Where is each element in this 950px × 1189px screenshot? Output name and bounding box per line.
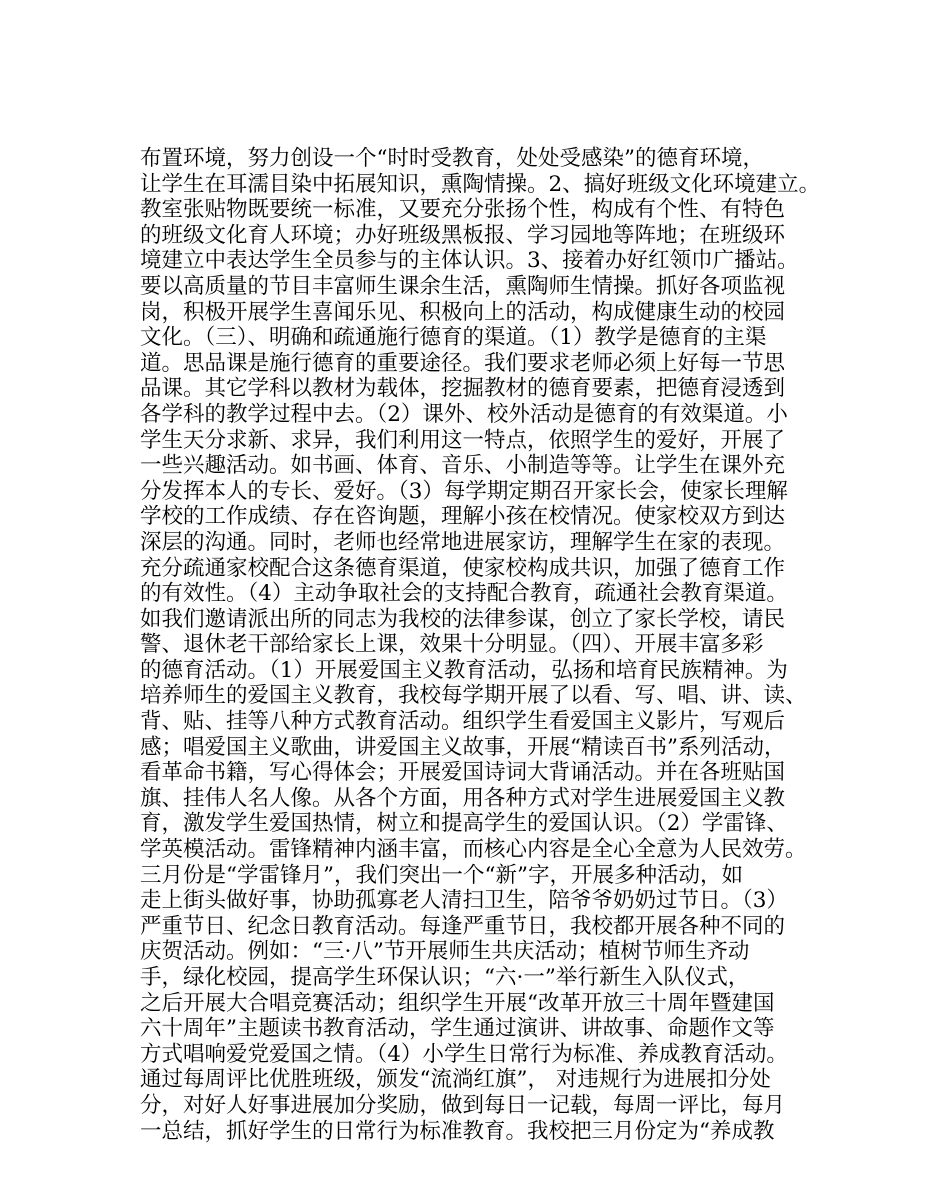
text-line: 走上街头做好事，协助孤寡老人清扫卫生，陪爷爷奶奶过节日。（3） xyxy=(140,888,788,914)
text-line: 让学生在耳濡目染中拓展知识，熏陶情操。2、搞好班级文化环境建立。 xyxy=(140,171,821,197)
text-line: 品课。其它学科以教材为载体，挖掘教材的德育要素，把德育浸透到 xyxy=(140,376,786,402)
text-line: 布置环境，努力创设一个“时时受教育，处处受感染”的德育环境， xyxy=(140,146,764,171)
text-line: 岗，积极开展学生喜闻乐见、积极向上的活动，构成健康生动的校园 xyxy=(140,299,786,325)
text-line: 育，激发学生爱国热情，树立和提高学生的爱国认识。（2）学雷锋、 xyxy=(140,811,788,837)
text-line: 旗、挂伟人名人像。从各个方面，用各种方式对学生进展爱国主义教 xyxy=(140,785,786,811)
text-line: 通过每周评比优胜班级，颁发“流淌红旗”， 对违规行为进展扣分处 xyxy=(140,1067,771,1093)
text-line: 的有效性。（4）主动争取社会的支持配合教育，疏通社会教育渠道。 xyxy=(140,581,788,607)
text-line: 感；唱爱国主义歌曲，讲爱国主义故事，开展“精读百书”系列活动， xyxy=(140,734,786,760)
text-line: 六十周年”主题读书教育活动，学生通过演讲、讲故事、命题作文等 xyxy=(140,1016,775,1042)
text-line: 文化。（三）、明确和疏通施行德育的渠道。（1）教学是德育的主渠 xyxy=(140,325,767,351)
text-line: 严重节日、纪念日教育活动。每逢严重节日，我校都开展各种不同的 xyxy=(140,913,786,939)
text-line: 充分疏通家校配合这条德育渠道，使家校构成共识，加强了德育工作 xyxy=(140,555,786,581)
text-line: 深层的沟通。同时，老师也经常地进展家访，理解学生在家的表现。 xyxy=(140,529,786,555)
text-line: 学英模活动。雷锋精神内涵丰富，而核心内容是全心全意为人民效劳。 xyxy=(140,837,807,863)
text-line: 背、贴、挂等八种方式教育活动。组织学生看爱国主义影片，写观后 xyxy=(140,709,786,735)
text-line: 的班级文化育人环境；办好班级黑板报、学习园地等阵地；在班级环 xyxy=(140,222,786,248)
text-line: 三月份是“学雷锋月”，我们突出一个“新”字，开展多种活动，如 xyxy=(140,862,743,888)
text-line: 各学科的教学过程中去。（2）课外、校外活动是德育的有效渠道。小 xyxy=(140,401,788,427)
text-line: 手，绿化校园，提高学生环保认识；“六·一”举行新生入队仪式， xyxy=(140,965,750,990)
text-line: 学校的工作成绩、存在咨询题，理解小孩在校情况。使家校双方到达 xyxy=(140,504,786,530)
text-line: 警、退休老干部给家长上课，效果十分明显。（四）、开展丰富多彩 xyxy=(140,632,764,658)
text-line: 培养师生的爱国主义教育，我校每学期开展了以看、写、唱、讲、读、 xyxy=(140,683,807,709)
text-line: 分，对好人好事进展加分奖励，做到每日一记载，每周一评比，每月 xyxy=(140,1092,786,1118)
text-line: 分发挥本人的专长、爱好。（3）每学期定期召开家长会，使家长理解 xyxy=(140,478,788,504)
text-line: 学生天分求新、求异，我们利用这一特点，依照学生的爱好，开展了 xyxy=(140,427,786,453)
text-line: 教室张贴物既要统一标准，又要充分张扬个性，构成有个性、有特色 xyxy=(140,197,786,223)
text-line: 要以高质量的节目丰富师生课余生活，熏陶师生情操。抓好各项监视 xyxy=(140,273,786,299)
text-line: 一些兴趣活动。如书画、体育、音乐、小制造等等。让学生在课外充 xyxy=(140,453,786,479)
text-line: 如我们邀请派出所的同志为我校的法律参谋，创立了家长学校，请民 xyxy=(140,606,786,632)
text-line: 看革命书籍，写心得体会；开展爱国诗词大背诵活动。并在各班贴国 xyxy=(140,760,786,786)
text-line: 的德育活动。（1）开展爱国主义教育活动，弘扬和培育民族精神。为 xyxy=(140,657,788,683)
text-line: 境建立中表达学生全员参与的主体认识。3、接着办好红领巾广播站。 xyxy=(140,248,799,274)
text-line: 方式唱响爱党爱国之情。（4）小学生日常行为标准、养成教育活动。 xyxy=(140,1041,788,1067)
text-line: 道。思品课是施行德育的重要途径。我们要求老师必须上好每一节思 xyxy=(140,350,786,376)
body-text xyxy=(140,146,830,1144)
text-line: 之后开展大合唱竞赛活动；组织学生开展“改革开放三十周年暨建国 xyxy=(140,990,775,1016)
text-line: 庆贺活动。例如：“三·八”节开展师生共庆活动；植树节师生齐动 xyxy=(140,939,750,965)
text-line: 一总结，抓好学生的日常行为标准教育。我校把三月份定为“养成教 xyxy=(140,1118,775,1144)
